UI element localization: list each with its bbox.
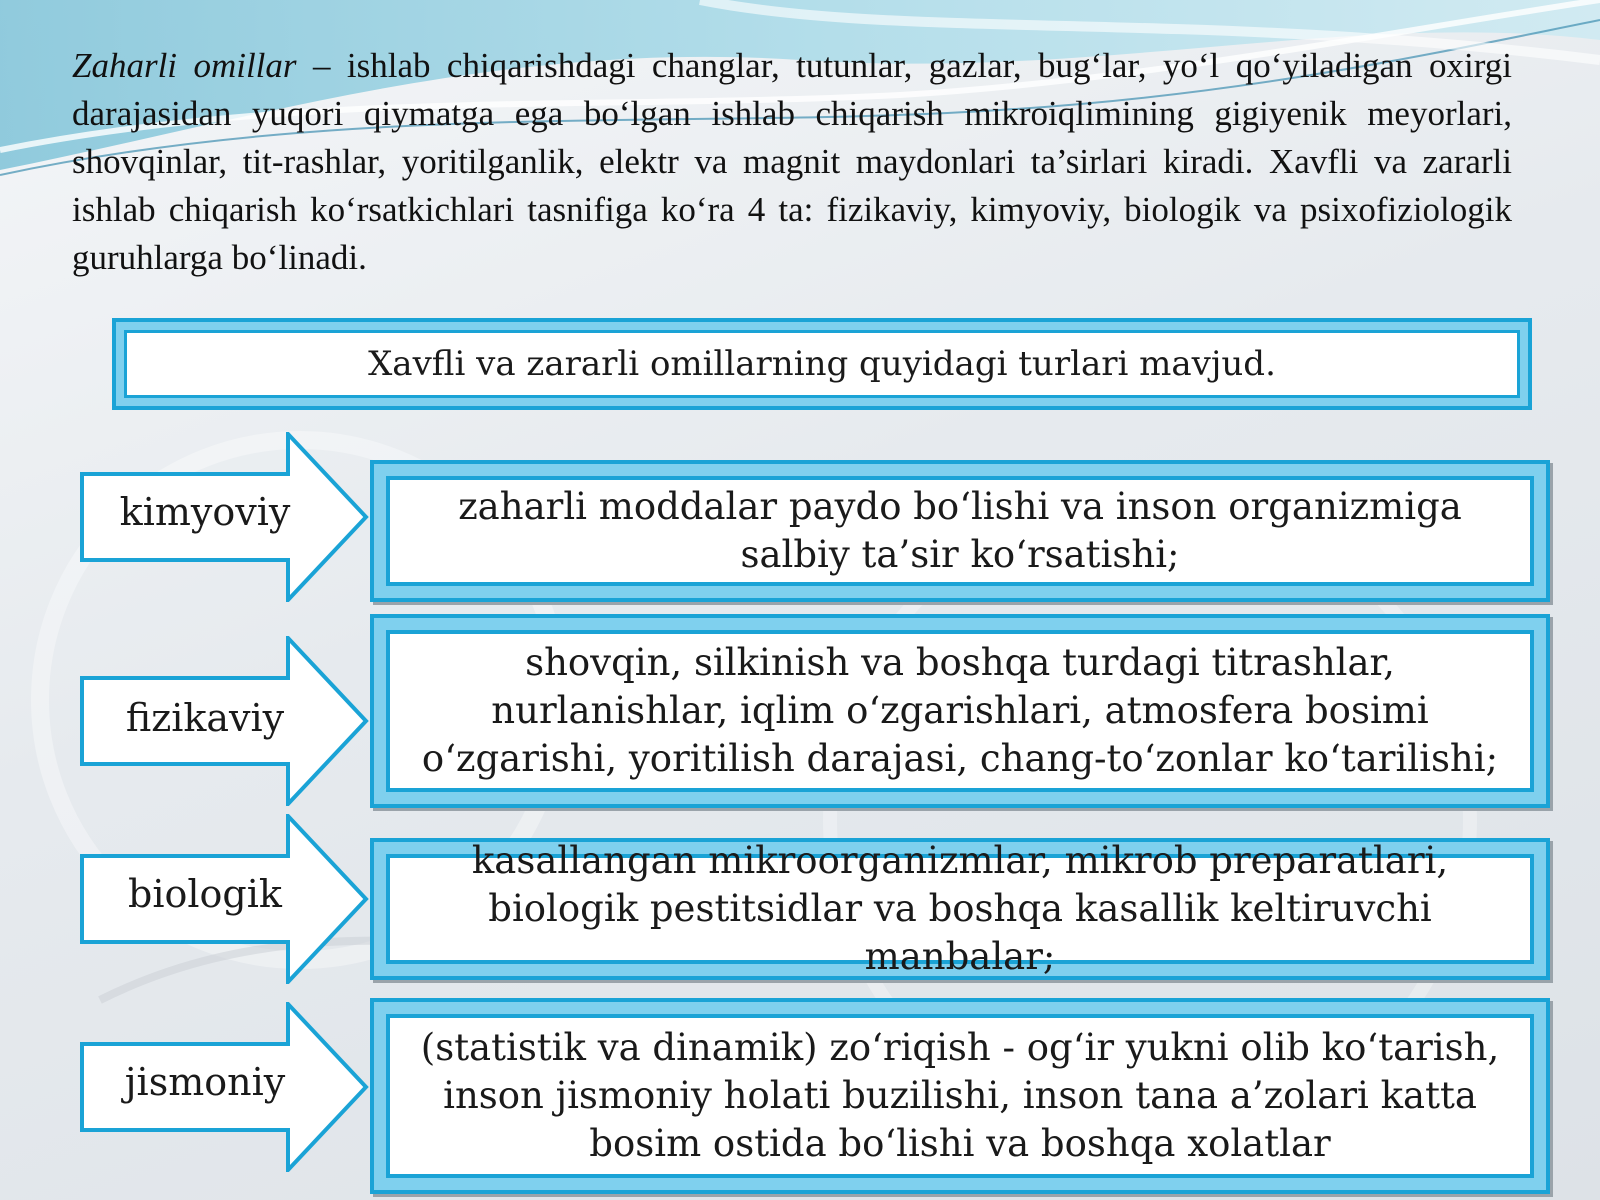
category-row-biologik — [80, 814, 1550, 984]
arrow-shape — [80, 636, 370, 806]
category-row-fizikaviy — [80, 636, 1550, 806]
intro-text: – ishlab chiqarishdagi changlar, tutunlar, gazlar, bug‘lar, yo‘l qo‘yiladigan oxirgi darajasidan yuqori qiymatga ega bo‘lgan ishlab chiqarish mikroiqlimining gigiyenik meyorlari, shovqinlar, tit-rashlar, yoritilganlik, elektr va magnit maydonlari ta’sirlari kiradi. Xavfli va zararli ishlab chiqarish ko‘rsatkichlari tasnifiga ko‘ra 4 ta: fizikaviy, kimyoviy, biologik va psixofiziologik guruhlarga bo‘linadi. — [72, 46, 1512, 277]
arrow-shape — [80, 432, 370, 602]
category-description — [370, 460, 1550, 602]
section-title: Xavfli va zararli omillarning quyidagi turlari mavjud. — [368, 344, 1276, 384]
category-description-text: kasallangan mikroorganizmlar, mikrob preparatlari, biologik pestitsidlar va boshqa kasallik keltiruvchi manbalar; — [471, 839, 1449, 978]
category-row-jismoniy — [80, 1002, 1550, 1172]
category-label: fizikaviy — [125, 696, 285, 740]
category-description-text: (statistik va dinamik) zo‘riqish - og‘ir yukni olib ko‘tarish, inson jismoniy holati buzilishi, inson tana a’zolari katta bosim ostida bo‘lishi va boshqa xolatlar — [420, 1026, 1500, 1165]
category-description — [370, 614, 1550, 808]
category-label: kimyoviy — [119, 490, 291, 534]
intro-term: Zaharli omillar — [72, 46, 297, 85]
category-label: biologik — [128, 872, 282, 916]
section-title-box — [112, 318, 1532, 410]
category-description — [370, 998, 1550, 1194]
arrow-shape — [80, 814, 370, 984]
category-row-kimyoviy — [80, 432, 1550, 602]
category-label: jismoniy — [124, 1060, 286, 1104]
category-description-text: shovqin, silkinish va boshqa turdagi titrashlar, nurlanishlar, iqlim o‘zgarishlari, atmosfera bosimi o‘zgarishi, yoritilish darajasi, chang-to‘zonlar ko‘tarilishi; — [421, 641, 1499, 780]
arrow-shape — [80, 1002, 370, 1172]
category-description-text: zaharli moddalar paydo bo‘lishi va inson organizmiga salbiy ta’sir ko‘rsatishi; — [458, 485, 1462, 576]
category-description — [370, 838, 1550, 980]
intro-paragraph — [72, 42, 1512, 282]
